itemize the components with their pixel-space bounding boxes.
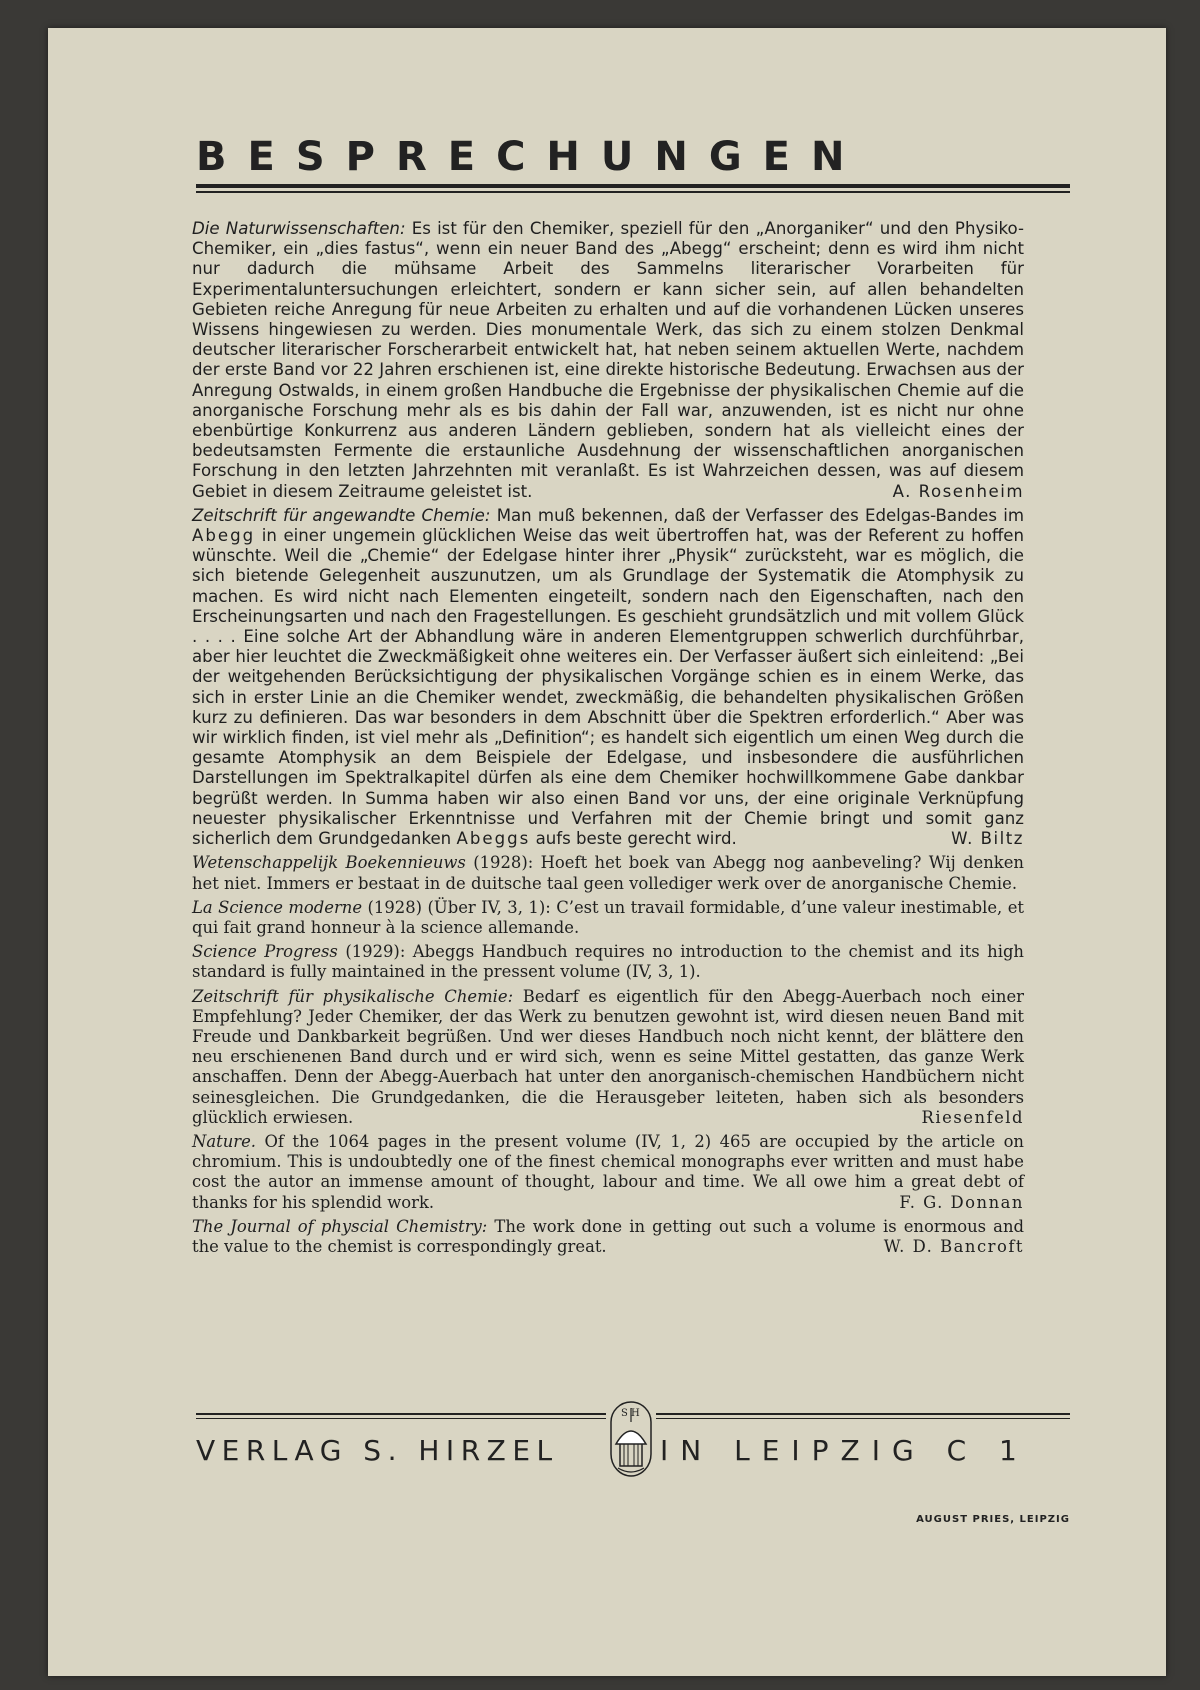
emblem-letters: S H xyxy=(621,1408,640,1419)
review-source: Science Progress xyxy=(192,942,338,962)
review-text: (1928): Hoeft het boek van Abegg nog aanbeveling? Wij denken het niet. Immers er bestaat in de duitsche taal geen vollediger werk over de anorganische Chemie. xyxy=(192,853,1024,893)
page-title: BESPRECHUNGEN xyxy=(196,134,866,180)
review-text: Of the 1064 pages in the present volume (IV, 1, 2) 465 are occupied by the article on chromium. This is undoubtedly one of the finest chemical monographs ever written and must habe cost the autor an immense amount of thought, labour and time. We all owe him a great debt of thanks for his splendid work. xyxy=(192,1131,1024,1212)
review-text: Man muß bekennen, daß der Verfasser des Edelgas-Bandes im xyxy=(496,505,1024,525)
footer-rule-right-thin xyxy=(656,1418,1070,1419)
review-text: in einer ungemein glücklichen Weise das weit übertroffen hat, was der Referent zu hoffen wünschte. Weil die „Chemie“ der Edelgase hinter ihrer „Physik“ zurücksteht, war es möglich, die sich bietende Gelegenheit auszunutzen, um als Grundlage der Systematik die Atomphysik zu machen. Es wird nicht nach Elementen eingeteilt, sondern nach den Eigenschaften, nach den Erscheinungsarten und nach den Fragestellungen. Es geschieht grundsätzlich und mit vollem Glück . . . . Eine solche Art der Abhandlung wäre in anderen Elementgruppen schwerlich durchführbar, aber hier leuchtet die Zweckmäßigkeit ohne weiteres ein. Der Verfasser äußert sich einleitend: „Bei der weitgehenden Berücksichtigung der physikalischen Vorgänge schien es in einem Werke, das sich in erster Linie an die Chemiker wendet, zweckmäßig, die behandelten physikalischen Größen kurz zu definieren. Das war besonders in dem Abschnitt über die Spektren erforderlich.“ Aber was wir wirklich finden, ist viel mehr als „Definition“; es handelt sich eigentlich um einen Weg durch die gesamte Atomphysik an dem Beispiele der Edelgase, und insbesondere die ausführlichen Darstellungen im Spektralkapitel dürfen als eine dem Chemiker hochwillkommene Gabe dankbar begrüßt werden. In Summa haben wir also einen Band vor uns, der eine originale Verknüpfung neuester physikalischer Erkenntnisse und Verfahren mit der Chemie bringt und somit ganz sicherlich dem Grundgedanken xyxy=(192,526,1024,849)
review-signature: Riesenfeld xyxy=(921,1107,1024,1127)
publisher-emblem-icon xyxy=(608,1396,654,1478)
review-angewandte-chemie xyxy=(192,506,1024,849)
footer-rule-right xyxy=(656,1413,1070,1415)
publisher-name: VERLAG S. HIRZEL xyxy=(196,1434,559,1467)
review-source: Zeitschrift für physikalische Chemie: xyxy=(192,986,514,1006)
review-journal-physical-chemistry xyxy=(192,1217,1024,1257)
publisher-city: IN LEIPZIG C 1 xyxy=(660,1434,1029,1467)
title-rule-thick xyxy=(196,184,1070,188)
review-physikalische-chemie xyxy=(192,987,1024,1128)
review-source: La Science moderne xyxy=(192,897,363,917)
reviews-column xyxy=(192,219,1024,1261)
page xyxy=(48,28,1166,1676)
review-boekennieuws xyxy=(192,853,1024,893)
review-signature: W. D. Bancroft xyxy=(883,1236,1024,1256)
review-nature xyxy=(192,1132,1024,1213)
review-signature: F. G. Donnan xyxy=(899,1192,1024,1212)
review-signature: A. Rosenheim xyxy=(892,481,1024,501)
review-text: The work done in getting out such a volume is enormous and the value to the chemist is correspondingly great. xyxy=(192,1216,1024,1256)
review-science-progress xyxy=(192,942,1024,982)
title-rule-thin xyxy=(196,191,1070,193)
review-text: Es ist für den Chemiker, speziell für den „Anorganiker“ und den Physiko-Chemiker, ein „dies fastus“, wenn ein neuer Band des „Abegg“ erscheint; denn es wird ihm nicht nur dadurch die mühsame Arbeit des Sammelns literarischer Vorarbeiten für Experimentaluntersuchungen erleichtert, sondern er kann sicher sein, auf allen behandelten Gebieten reiche Anregung für neue Arbeiten zu erhalten und auf die vorhandenen Lücken unseres Wissens hingewiesen zu werden. Dies monumentale Werk, das sich zu einem stolzen Denkmal deutscher literarischer Forscherarbeit entwickelt hat, hat neben seinem aktuellen Werte, nachdem der erste Band vor 22 Jahren erschienen ist, eine direkte historische Bedeutung. Erwachsen aus der Anregung Ostwalds, in einem großen Handbuche die Ergebnisse der physikalischen Chemie auf die anorganische Forschung mehr als es bis dahin der Fall war, anzuwenden, ist es nicht nur ohne ebenbürtige Konkurrenz aus anderen Ländern geblieben, sondern hat als vielleicht eines der bedeutsamsten Fermente die erstaunliche Ausdehnung der wissenschaftlichen anorganischen Forschung in den letzten Jahrzehnten mit veranlaßt. Es ist Wahrzeichen dessen, was auf diesem Gebiet in diesem Zeitraume geleistet ist. xyxy=(192,219,1025,501)
footer-rule-left xyxy=(196,1413,606,1415)
review-science-moderne xyxy=(192,898,1024,938)
review-source: Die Naturwissenschaften: xyxy=(192,219,406,238)
review-source: Wetenschappelijk Boekennieuws xyxy=(192,853,466,873)
printer-imprint: AUGUST PRIES, LEIPZIG xyxy=(916,1514,1070,1525)
review-emphasis: Abeggs xyxy=(456,829,531,849)
review-text: (1928) (Über IV, 3, 1): C’est un travail formidable, d’une valeur inestimable, et qui fait grand honneur à la science allemande. xyxy=(192,897,1025,937)
review-signature: W. Biltz xyxy=(951,829,1024,849)
review-emphasis: Abegg xyxy=(192,526,256,546)
review-source: Nature. xyxy=(192,1131,257,1151)
review-text: Bedarf es eigentlich für den Abegg-Auerbach noch einer Empfehlung? Jeder Chemiker, der das Werk zu benutzen gewohnt ist, wird diesen neuen Band mit Freude und Dankbarkeit begrüßen. Und wer dieses Handbuch noch nicht kennt, der blättere den neu erschienenen Band durch und er wird sich, wenn es seine Mittel gestatten, das ganze Werk anschaffen. Denn der Abegg-Auerbach hat unter den anorganisch-chemischen Handbüchern nicht seinesgleichen. Die Grundgedanken, die die Herausgeber leiteten, haben sich als besonders glücklich erwiesen. xyxy=(192,986,1024,1127)
review-text: aufs beste gerecht wird. xyxy=(535,829,737,849)
footer-rule-left-thin xyxy=(196,1418,606,1419)
review-text: (1929): Abeggs Handbuch requires no introduction to the chemist and its high standard is fully maintained in the pressent volume (IV, 3, 1). xyxy=(192,942,1024,982)
review-naturwissenschaften xyxy=(192,219,1024,502)
review-source: The Journal of physcial Chemistry: xyxy=(192,1216,488,1236)
review-source: Zeitschrift für angewandte Chemie: xyxy=(192,505,491,525)
